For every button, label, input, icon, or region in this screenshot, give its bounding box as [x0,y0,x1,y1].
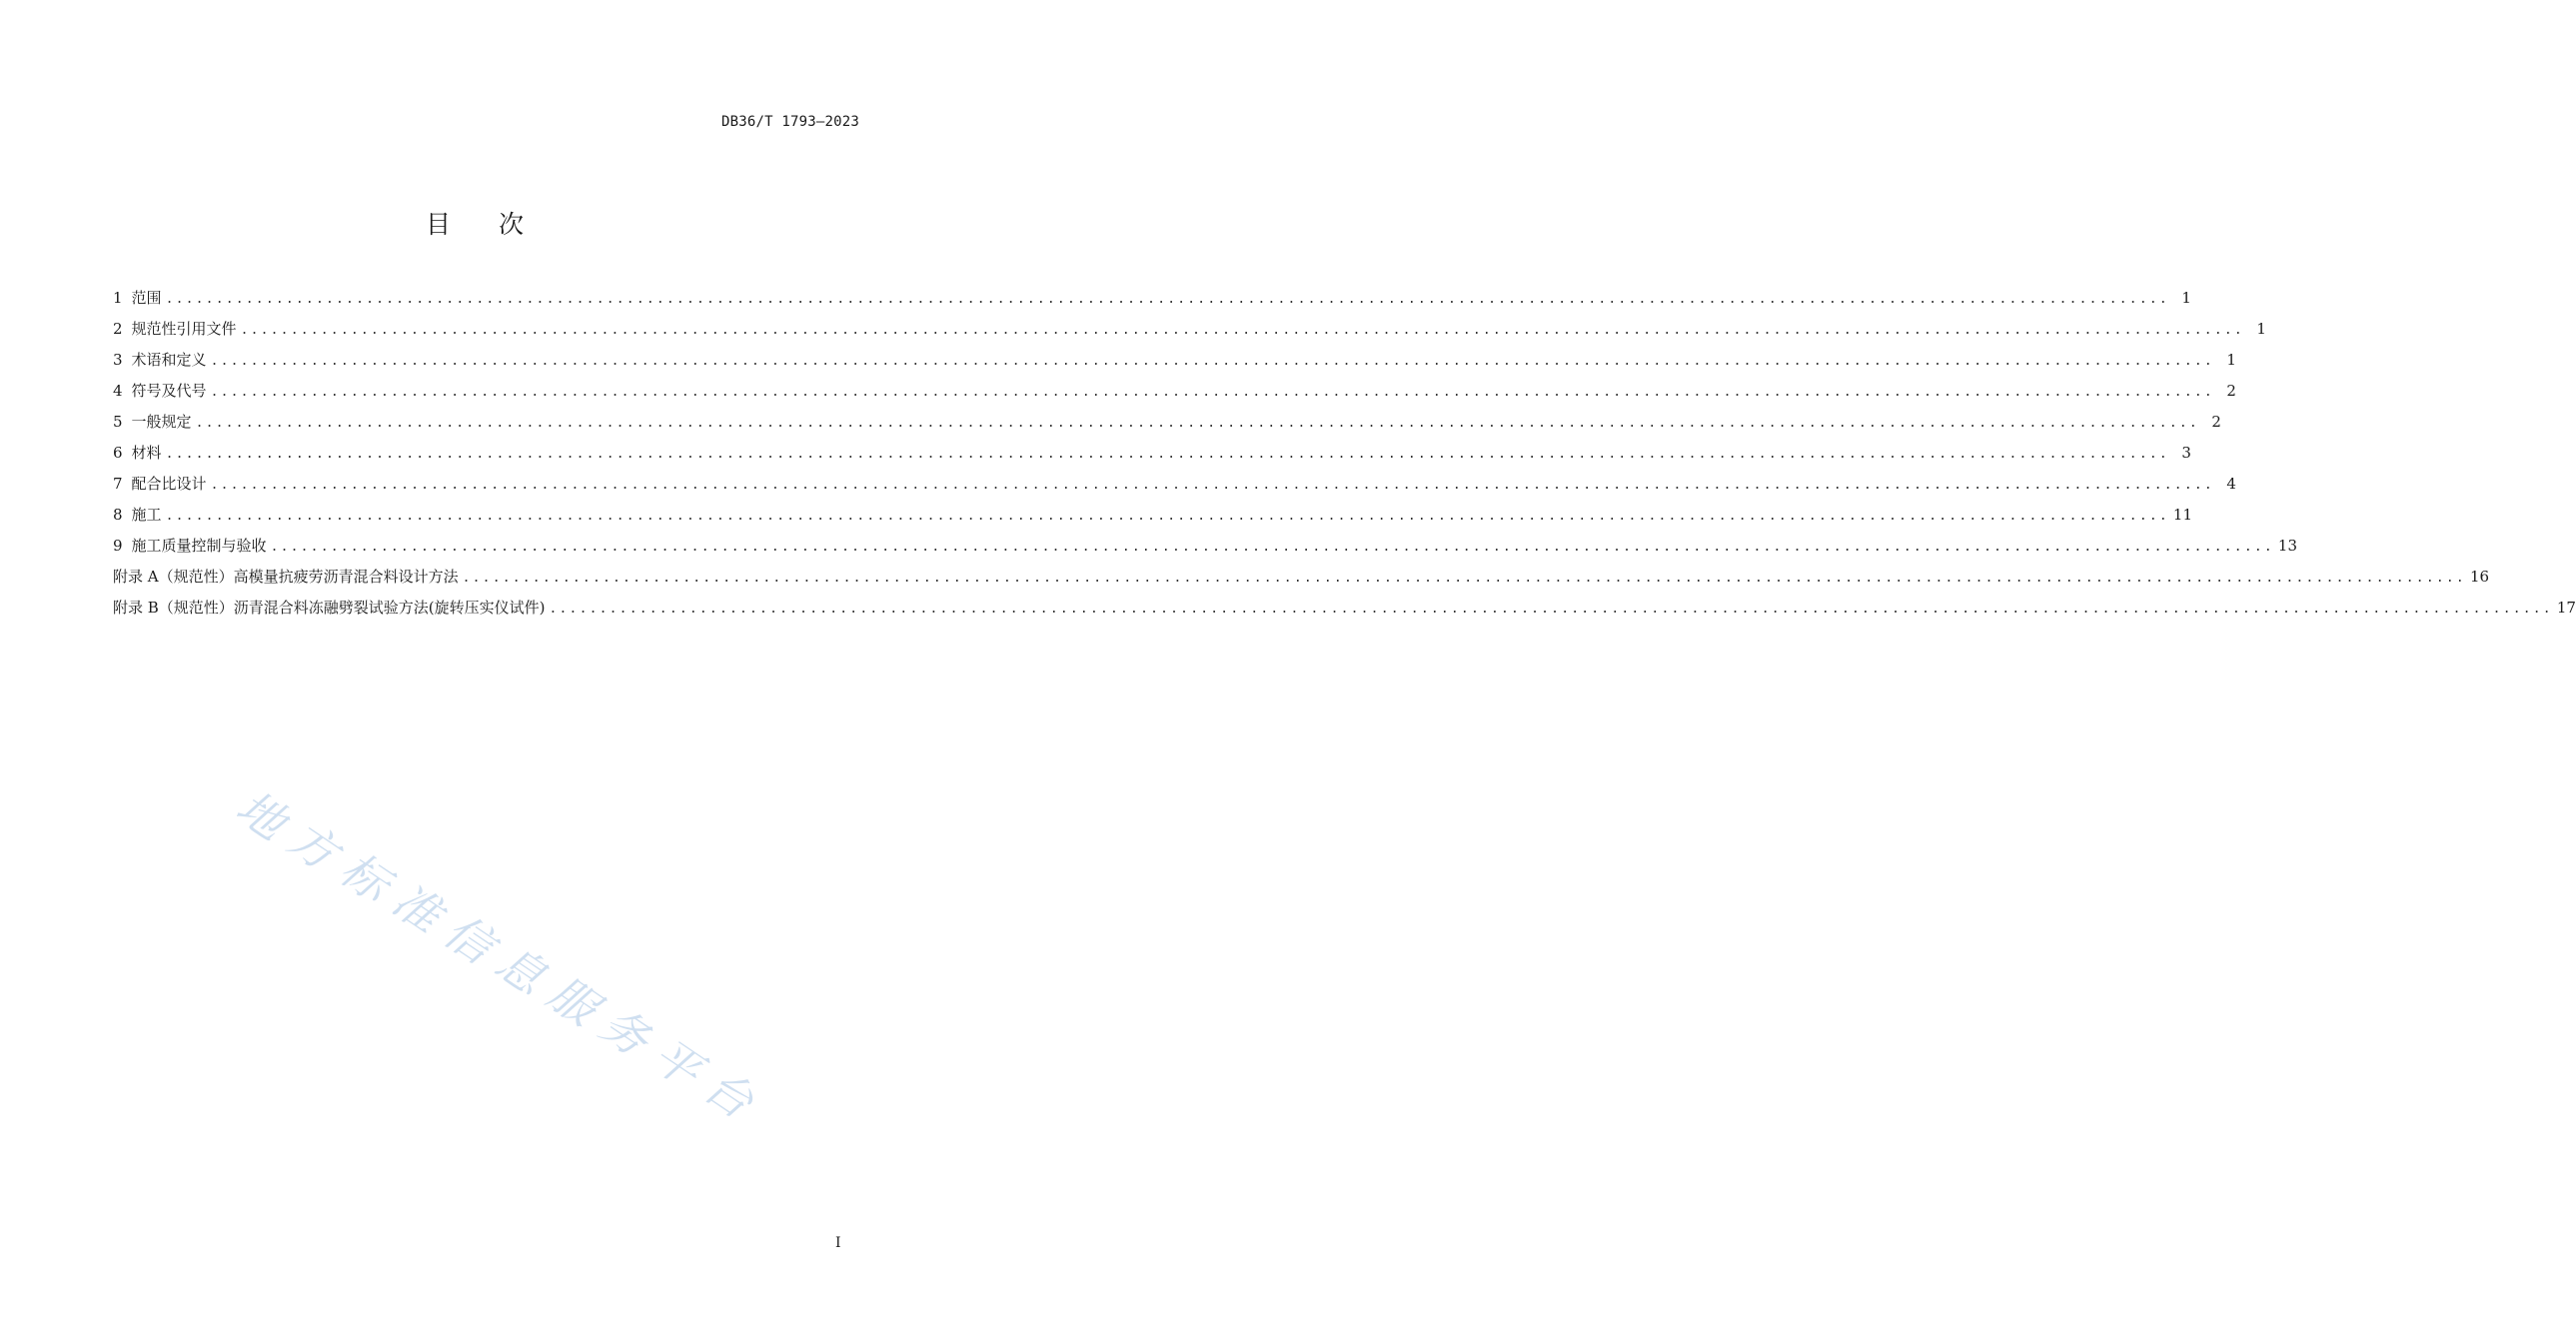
toc-entry-appendix-b[interactable] [113,596,2576,627]
toc-entry-scope[interactable] [113,286,2191,317]
toc-leader-dots: ........................................................................................................................................................................................................ [165,447,2169,462]
toc-leader-dots: ........................................................................................................................................................................................................ [240,323,2244,338]
toc-entry-title: 一般规定 [131,413,192,431]
watermark-char: 平 [643,1027,711,1098]
toc-entry-title: 术语和定义 [131,351,207,369]
toc-entry-title: 配合比设计 [131,475,207,493]
toc-entry-materials[interactable] [113,441,2191,472]
toc-entry-title: 符号及代号 [131,382,207,400]
toc-entry-page: 1 [2256,320,2266,338]
toc-entry-title: 附录 A（规范性）高模量抗疲劳沥青混合料设计方法 [113,568,459,586]
toc-entry-title: 附录 B（规范性）沥青混合料冻融劈裂试验方法(旋转压实仪试件) [113,599,546,617]
toc-entry-page: 2 [2211,413,2221,431]
toc-entry-title: 施工质量控制与验收 [131,537,267,555]
toc-entry-page: 1 [2181,289,2191,307]
watermark-char: 地 [227,779,296,850]
toc-entry-mix-design[interactable] [113,472,2236,503]
toc-entry-page: 16 [2469,568,2490,586]
watermark-char: 准 [383,872,452,943]
watermark-char: 信 [435,903,504,974]
toc-leader-dots: ........................................................................................................................................................................................................ [195,416,2199,431]
toc-entry-construction[interactable] [113,503,2192,534]
toc-entry-number: 9 [113,537,123,555]
watermark-char: 息 [487,934,556,1005]
title-char: 目 [425,210,451,239]
toc-entry-page: 3 [2181,444,2191,462]
toc-entry-number: 6 [113,444,123,462]
document-code: DB36/T 1793—2023 [720,114,859,130]
toc-entry-number: 4 [113,382,123,400]
toc-entry-title: 施工 [131,506,162,524]
toc-entry-quality-control[interactable] [113,534,2297,565]
toc-leader-dots: ........................................................................................................................................................................................................ [462,571,2466,586]
watermark-char: 务 [591,996,659,1067]
toc-entry-number: 8 [113,506,123,524]
toc-entry-number: 2 [113,320,123,338]
toc-leader-dots: ........................................................................................................................................................................................................ [210,478,2214,493]
table-of-contents [113,286,2576,627]
watermark-char: 台 [694,1058,763,1129]
toc-entry-symbols[interactable] [113,379,2236,410]
toc-entry-terms[interactable] [113,348,2236,379]
toc-entry-page: 4 [2226,475,2236,493]
toc-leader-dots: ........................................................................................................................................................................................................ [549,602,2553,617]
watermark [227,779,799,1129]
toc-entry-number: 3 [113,351,123,369]
toc-entry-normative-references[interactable] [113,317,2266,348]
toc-entry-page: 1 [2226,351,2236,369]
page-title [0,205,949,241]
toc-leader-dots: ........................................................................................................................................................................................................ [210,385,2214,400]
toc-leader-dots: ........................................................................................................................................................................................................ [210,354,2214,369]
toc-entry-page: 13 [2277,537,2297,555]
toc-entry-page: 2 [2226,382,2236,400]
toc-leader-dots: ........................................................................................................................................................................................................ [165,509,2169,524]
toc-entry-page: 11 [2172,506,2192,524]
page-number: I [835,1235,841,1251]
toc-entry-title: 范围 [131,289,162,307]
toc-entry-number: 5 [113,413,123,431]
toc-entry-title: 材料 [131,444,162,462]
toc-entry-title: 规范性引用文件 [131,320,237,338]
toc-entry-number: 1 [113,289,123,307]
toc-entry-number: 7 [113,475,123,493]
toc-leader-dots: ........................................................................................................................................................................................................ [270,540,2274,555]
toc-entry-general[interactable] [113,410,2221,441]
watermark-char: 方 [279,810,348,881]
toc-leader-dots: ........................................................................................................................................................................................................ [165,292,2169,307]
watermark-char: 标 [331,841,400,912]
title-char: 次 [499,210,525,239]
toc-entry-appendix-a[interactable] [113,565,2490,596]
toc-entry-page: 17 [2556,599,2576,617]
watermark-char: 服 [539,965,608,1036]
